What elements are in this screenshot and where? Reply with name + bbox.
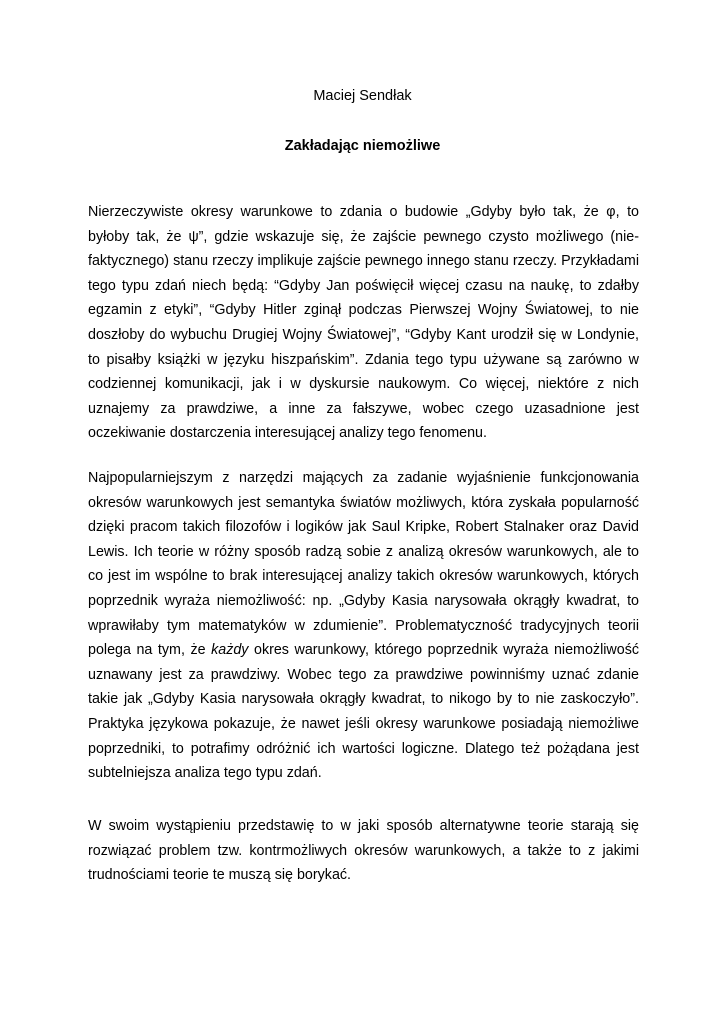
- paragraph-1: Nierzeczywiste okresy warunkowe to zdania o budowie „Gdyby było tak, że φ, to byłoby tak, że ψ”, gdzie wskazuje się, że zajście pewnego czysto możliwego (nie-faktycznego) stanu rzeczy implikuje zajście pewnego innego stanu rzeczy. Przykładami tego typu zdań niech będą: “Gdyby Jan poświęcił więcej czasu na naukę, to zdałby egzamin z etyki”, “Gdyby Hitler zginął podczas Pierwszej Wojny Światowej, to nie doszłoby do wybuchu Drugiej Wojny Światowej”, “Gdyby Kant urodził się w Londynie, to pisałby książki w języku hiszpańskim”. Zdania tego typu używane są zarówno w codziennej komunikacji, jak i w dyskursie naukowym. Co więcej, niektóre z nich uznajemy za prawdziwe, a inne za fałszywe, wobec czego uzasadnione jest oczekiwanie dostarczenia interesującej analizy tego fenomenu.: [88, 204, 639, 442]
- paragraph-2-emphasis: każdy: [211, 642, 249, 659]
- paragraph-2-text-after-emphasis: okres warunkowy, którego poprzednik wyraża niemożliwość uznawany jest za prawdziwy. Wobec tego za prawdziwe powinniśmy uznać zdanie takie jak „Gdyby Kasia narysowała okrągły kwadrat, to nikogo by to nie zaskoczyło”. Praktyka językowa pokazuje, że nawet jeśli okresy warunkowe posiadają niemożliwe poprzedniki, to potrafimy odróżnić ich wartości logiczne. Dlatego też pożądana jest subtelniejsza analiza tego typu zdań.: [88, 642, 639, 782]
- document-title: Zakładając niemożliwe: [284, 138, 441, 154]
- author-name: Maciej Sendłak: [313, 88, 412, 104]
- paragraph-2: [88, 466, 639, 786]
- paragraph-3: W swoim wystąpieniu przedstawię to w jaki sposób alternatywne teorie starają się rozwiązać problem tzw. kontrmożliwych okresów warunkowych, a także to z jakimi trudnościami teorie te muszą się borykać.: [88, 818, 639, 884]
- paragraph-2-text-before-emphasis: Najpopularniejszym z narzędzi mających za zadanie wyjaśnienie funkcjonowania okresów warunkowych jest semantyka światów możliwych, która zyskała popularność dzięki pracom takich filozofów i logików jak Saul Kripke, Robert Stalnaker oraz David Lewis. Ich teorie w różny sposób radzą sobie z analizą okresów warunkowych, ale to co jest im wspólne to brak interesującej analizy takich okresów warunkowych, których poprzednik wyraża niemożliwość: np. „Gdyby Kasia narysowała okrągły kwadrat, to wprawiłaby tym matematyków w zdumienie”. Problematyczność tradycyjnych teorii polega na tym, że: [88, 470, 639, 659]
